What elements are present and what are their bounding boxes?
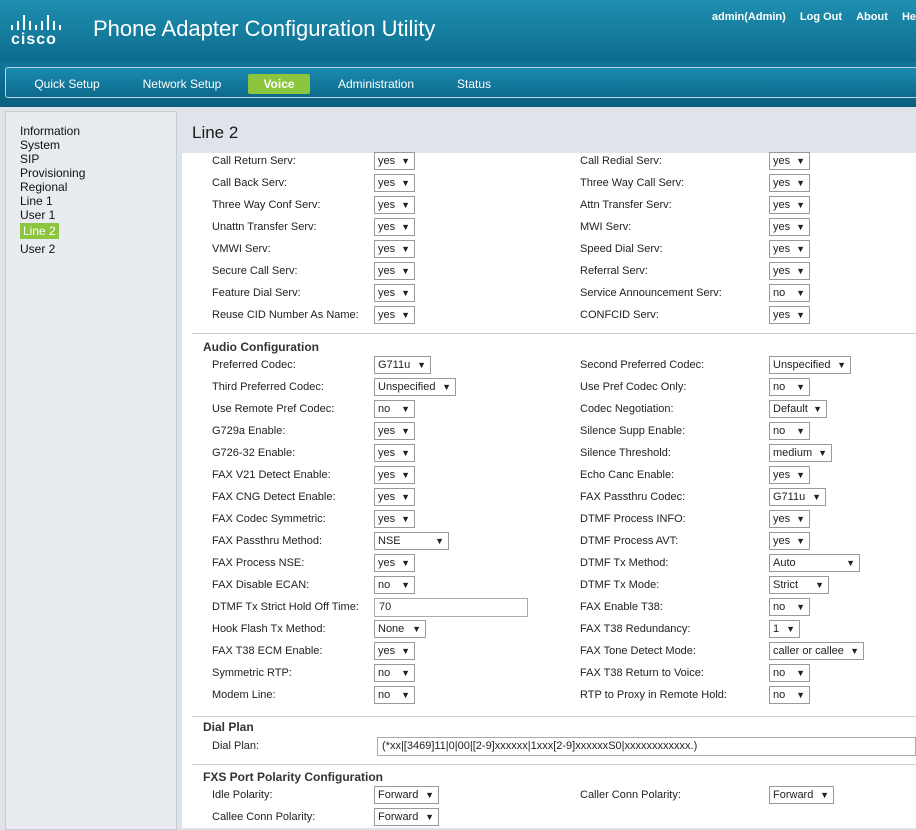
fax-t38-ecm-enable-value: yes [378,645,396,657]
cisco-bars-icon [10,14,70,30]
three-way-conf-serv-select[interactable] [374,196,415,214]
codec-negotiation-value: Default [773,403,808,415]
cisco-wordmark: cisco [11,31,57,48]
callee-conn-polarity-select[interactable] [374,808,439,826]
rtp-to-proxy-in-remote-hold-label: RTP to Proxy in Remote Hold: [580,689,727,701]
main-content [182,111,916,828]
g726-32-enable-value: yes [378,447,396,459]
reuse-cid-number-as-name-label: Reuse CID Number As Name: [212,309,359,321]
confcid-serv-value: yes [773,309,791,321]
service-announcement-serv-select[interactable] [769,284,810,302]
secure-call-serv-select[interactable] [374,262,415,280]
chevron-down-icon: ▼ [425,790,434,800]
three-way-conf-serv-value: yes [378,199,396,211]
attn-transfer-serv-label: Attn Transfer Serv: [580,199,672,211]
fax-disable-ecan-select[interactable] [374,576,415,594]
chevron-down-icon: ▼ [401,404,410,414]
symmetric-rtp-value: no [378,667,391,679]
fax-enable-t38-select[interactable] [769,598,810,616]
chevron-down-icon: ▼ [796,288,805,298]
unattn-transfer-serv-value: yes [378,221,396,233]
confcid-serv-label: CONFCID Serv: [580,309,659,321]
silence-threshold-label: Silence Threshold: [580,447,671,459]
fax-t38-ecm-enable-label: FAX T38 ECM Enable: [212,645,323,657]
call-back-serv-label: Call Back Serv: [212,177,288,189]
chevron-down-icon: ▼ [796,470,805,480]
fax-codec-symmetric-label: FAX Codec Symmetric: [212,513,326,525]
third-preferred-codec-label: Third Preferred Codec: [212,381,324,393]
chevron-down-icon: ▼ [401,580,410,590]
dtmf-tx-mode-label: DTMF Tx Mode: [580,579,660,591]
chevron-down-icon: ▼ [401,222,410,232]
third-preferred-codec-select[interactable] [374,378,456,396]
sidebar-item-line-1[interactable]: Line 1 [20,194,53,208]
fax-codec-symmetric-value: yes [378,513,396,525]
idle-polarity-label: Idle Polarity: [212,789,273,801]
rtp-to-proxy-in-remote-hold-value: no [773,689,786,701]
chevron-down-icon: ▼ [401,690,410,700]
chevron-down-icon: ▼ [796,222,805,232]
fax-tone-detect-mode-label: FAX Tone Detect Mode: [580,645,696,657]
dtmf-tx-strict-hold-off-time-value: 70 [379,601,392,613]
feature-dial-serv-value: yes [378,287,396,299]
reuse-cid-number-as-name-select[interactable] [374,306,415,324]
chevron-down-icon: ▼ [846,558,855,568]
three-way-call-serv-value: yes [773,177,791,189]
use-remote-pref-codec-select[interactable] [374,400,415,418]
fax-tone-detect-mode-select[interactable] [769,642,864,660]
audio-configuration-heading: Audio Configuration [203,340,319,354]
caller-conn-polarity-value: Forward [773,789,814,801]
g729a-enable-label: G729a Enable: [212,425,286,437]
chevron-down-icon: ▼ [401,448,410,458]
chevron-down-icon: ▼ [796,310,805,320]
dtmf-process-info-select[interactable] [769,510,810,528]
silence-threshold-select[interactable] [769,444,832,462]
line-settings-form [192,153,916,828]
section-divider [192,764,916,765]
chevron-down-icon: ▼ [401,288,410,298]
use-pref-codec-only-select[interactable] [769,378,810,396]
fax-enable-t38-label: FAX Enable T38: [580,601,663,613]
referral-serv-label: Referral Serv: [580,265,648,277]
chevron-down-icon: ▼ [401,668,410,678]
feature-dial-serv-select[interactable] [374,284,415,302]
tab-quick-setup[interactable]: Quick Setup [34,77,100,91]
dtmf-process-avt-label: DTMF Process AVT: [580,535,679,547]
fax-codec-symmetric-select[interactable] [374,510,415,528]
fax-cng-detect-enable-value: yes [378,491,396,503]
chevron-down-icon: ▼ [796,536,805,546]
tab-voice[interactable]: Voice [248,74,310,94]
chevron-down-icon: ▼ [837,360,846,370]
call-back-serv-select[interactable] [374,174,415,192]
modem-line-label: Modem Line: [212,689,276,701]
chevron-down-icon: ▼ [425,812,434,822]
silence-threshold-value: medium [773,447,813,459]
chevron-down-icon: ▼ [417,360,426,370]
symmetric-rtp-select[interactable] [374,664,415,682]
fax-passthru-codec-select[interactable] [769,488,826,506]
main-tabs [5,67,916,98]
codec-negotiation-label: Codec Negotiation: [580,403,674,415]
chevron-down-icon: ▼ [401,492,410,502]
second-preferred-codec-select[interactable] [769,356,851,374]
secure-call-serv-value: yes [378,265,396,277]
preferred-codec-label: Preferred Codec: [212,359,296,371]
chevron-down-icon: ▼ [401,178,410,188]
section-divider [192,716,916,717]
chevron-down-icon: ▼ [818,448,827,458]
modem-line-select[interactable] [374,686,415,704]
dtmf-tx-mode-value: Strict [773,579,799,591]
hook-flash-tx-method-label: Hook Flash Tx Method: [212,623,326,635]
dtmf-tx-mode-select[interactable] [769,576,829,594]
nav-bar [0,62,916,107]
app-title: Phone Adapter Configuration Utility [93,16,436,41]
fax-passthru-method-value: NSE [378,535,401,547]
attn-transfer-serv-select[interactable] [769,196,810,214]
chevron-down-icon: ▼ [796,426,805,436]
chevron-down-icon: ▼ [796,244,805,254]
fax-t38-return-to-voice-select[interactable] [769,664,810,682]
fax-t38-redundancy-select[interactable] [769,620,800,638]
chevron-down-icon: ▼ [815,580,824,590]
section-divider [192,333,916,334]
dtmf-tx-strict-hold-off-time-label: DTMF Tx Strict Hold Off Time: [212,601,359,613]
chevron-down-icon: ▼ [820,790,829,800]
chevron-down-icon: ▼ [401,200,410,210]
page-title: Line 2 [192,123,239,142]
fax-cng-detect-enable-select[interactable] [374,488,415,506]
use-remote-pref-codec-value: no [378,403,391,415]
confcid-serv-select[interactable] [769,306,810,324]
fax-t38-ecm-enable-select[interactable] [374,642,415,660]
call-return-serv-label: Call Return Serv: [212,155,296,167]
dtmf-process-avt-select[interactable] [769,532,810,550]
attn-transfer-serv-value: yes [773,199,791,211]
fax-t38-return-to-voice-value: no [773,667,786,679]
help-link[interactable]: He [901,11,916,23]
secure-call-serv-label: Secure Call Serv: [212,265,298,277]
use-pref-codec-only-label: Use Pref Codec Only: [580,381,687,393]
chevron-down-icon: ▼ [796,690,805,700]
caller-conn-polarity-select[interactable] [769,786,834,804]
reuse-cid-number-as-name-value: yes [378,309,396,321]
second-preferred-codec-label: Second Preferred Codec: [580,359,705,371]
three-way-conf-serv-label: Three Way Conf Serv: [212,199,321,211]
dial-plan-input[interactable] [377,737,916,756]
silence-supp-enable-select[interactable] [769,422,810,440]
speed-dial-serv-value: yes [773,243,791,255]
chevron-down-icon: ▼ [796,178,805,188]
chevron-down-icon: ▼ [796,602,805,612]
use-pref-codec-only-value: no [773,381,786,393]
second-preferred-codec-value: Unspecified [773,359,831,371]
dtmf-process-avt-value: yes [773,535,791,547]
sidebar-item-user-2[interactable]: User 2 [20,242,56,256]
vmwi-serv-value: yes [378,243,396,255]
tab-network-setup[interactable]: Network Setup [142,77,222,91]
fax-passthru-method-label: FAX Passthru Method: [212,535,323,547]
g726-32-enable-select[interactable] [374,444,415,462]
echo-canc-enable-value: yes [773,469,791,481]
call-redial-serv-select[interactable] [769,152,810,170]
rtp-to-proxy-in-remote-hold-select[interactable] [769,686,810,704]
feature-dial-serv-label: Feature Dial Serv: [212,287,301,299]
fax-tone-detect-mode-value: caller or callee [773,645,844,657]
sidebar-item-provisioning[interactable]: Provisioning [20,166,86,180]
callee-conn-polarity-label: Callee Conn Polarity: [212,811,316,823]
referral-serv-value: yes [773,265,791,277]
vmwi-serv-label: VMWI Serv: [212,243,271,255]
idle-polarity-select[interactable] [374,786,439,804]
vmwi-serv-select[interactable] [374,240,415,258]
chevron-down-icon: ▼ [401,310,410,320]
fax-process-nse-value: yes [378,557,396,569]
dial-plan-value: (*xx|[3469]11|0|00|[2-9]xxxxxx|1xxx[2-9]xxxxxxS0|xxxxxxxxxxxx.) [382,740,698,752]
user-links [701,11,916,23]
modem-line-value: no [378,689,391,701]
fax-t38-redundancy-label: FAX T38 Redundancy: [580,623,691,635]
chevron-down-icon: ▼ [796,156,805,166]
chevron-down-icon: ▼ [401,426,410,436]
use-remote-pref-codec-label: Use Remote Pref Codec: [212,403,335,415]
call-back-serv-value: yes [378,177,396,189]
idle-polarity-value: Forward [378,789,419,801]
symmetric-rtp-label: Symmetric RTP: [212,667,292,679]
fax-t38-redundancy-value: 1 [773,623,780,635]
chevron-down-icon: ▼ [401,244,410,254]
dial-plan-heading: Dial Plan [203,720,254,734]
fax-enable-t38-value: no [773,601,786,613]
fax-v21-detect-enable-label: FAX V21 Detect Enable: [212,469,331,481]
chevron-down-icon: ▼ [796,266,805,276]
tab-administration[interactable]: Administration [337,77,415,91]
caller-conn-polarity-label: Caller Conn Polarity: [580,789,681,801]
g729a-enable-select[interactable] [374,422,415,440]
dtmf-process-info-label: DTMF Process INFO: [580,513,686,525]
sidebar-item-user-1[interactable]: User 1 [20,208,56,222]
chevron-down-icon: ▼ [401,514,410,524]
echo-canc-enable-label: Echo Canc Enable: [580,469,675,481]
unattn-transfer-serv-select[interactable] [374,218,415,236]
admin-link[interactable]: admin(Admin) [711,11,786,23]
sidebar-item-sip[interactable]: SIP [20,152,40,166]
fax-cng-detect-enable-label: FAX CNG Detect Enable: [212,491,336,503]
chevron-down-icon: ▼ [412,624,421,634]
silence-supp-enable-value: no [773,425,786,437]
chevron-down-icon: ▼ [435,536,444,546]
chevron-down-icon: ▼ [850,646,859,656]
logout-link[interactable]: Log Out [799,11,843,23]
dtmf-tx-method-select[interactable] [769,554,860,572]
speed-dial-serv-label: Speed Dial Serv: [580,243,663,255]
sidebar-item-information[interactable]: Information [20,124,81,138]
dtmf-process-info-value: yes [773,513,791,525]
chevron-down-icon: ▼ [796,514,805,524]
g726-32-enable-label: G726-32 Enable: [212,447,296,459]
chevron-down-icon: ▼ [786,624,795,634]
mwi-serv-value: yes [773,221,791,233]
tab-status[interactable]: Status [456,77,492,91]
callee-conn-polarity-value: Forward [378,811,419,823]
three-way-call-serv-select[interactable] [769,174,810,192]
chevron-down-icon: ▼ [401,470,410,480]
dtmf-tx-method-label: DTMF Tx Method: [580,557,669,569]
chevron-down-icon: ▼ [813,404,822,414]
fxs-polarity-heading: FXS Port Polarity Configuration [203,770,384,784]
three-way-call-serv-label: Three Way Call Serv: [580,177,685,189]
cisco-logo[interactable] [10,14,70,50]
fax-t38-return-to-voice-label: FAX T38 Return to Voice: [580,667,704,679]
mwi-serv-select[interactable] [769,218,810,236]
referral-serv-select[interactable] [769,262,810,280]
hook-flash-tx-method-value: None [378,623,405,635]
preferred-codec-select[interactable] [374,356,431,374]
fax-process-nse-label: FAX Process NSE: [212,557,305,569]
third-preferred-codec-value: Unspecified [378,381,436,393]
chevron-down-icon: ▼ [401,558,410,568]
fax-process-nse-select[interactable] [374,554,415,572]
codec-negotiation-select[interactable] [769,400,827,418]
chevron-down-icon: ▼ [796,668,805,678]
dtmf-tx-strict-hold-off-time-input[interactable] [374,598,528,617]
chevron-down-icon: ▼ [796,200,805,210]
fax-passthru-codec-value: G711u [773,491,806,503]
echo-canc-enable-select[interactable] [769,466,810,484]
fax-passthru-codec-label: FAX Passthru Codec: [580,491,686,503]
call-return-serv-select[interactable] [374,152,415,170]
chevron-down-icon: ▼ [401,266,410,276]
mwi-serv-label: MWI Serv: [580,221,632,233]
about-link[interactable]: About [856,11,888,23]
sidebar-item-line-2[interactable]: Line 2 [20,223,59,239]
unattn-transfer-serv-label: Unattn Transfer Serv: [212,221,317,233]
call-redial-serv-label: Call Redial Serv: [580,155,662,167]
chevron-down-icon: ▼ [401,156,410,166]
sidebar-item-system[interactable]: System [20,138,61,152]
dial-plan-label: Dial Plan: [212,740,260,752]
sidebar [5,111,177,830]
fax-disable-ecan-label: FAX Disable ECAN: [212,579,310,591]
chevron-down-icon: ▼ [796,382,805,392]
service-announcement-serv-label: Service Announcement Serv: [580,287,722,299]
call-return-serv-value: yes [378,155,396,167]
silence-supp-enable-label: Silence Supp Enable: [580,425,686,437]
fax-v21-detect-enable-value: yes [378,469,396,481]
g729a-enable-value: yes [378,425,396,437]
page-title-bar [182,111,916,153]
header [0,0,916,62]
fax-passthru-method-select[interactable] [374,532,449,550]
sidebar-item-regional[interactable]: Regional [20,180,68,194]
call-redial-serv-value: yes [773,155,791,167]
service-announcement-serv-value: no [773,287,786,299]
hook-flash-tx-method-select[interactable] [374,620,426,638]
preferred-codec-value: G711u [378,359,411,371]
chevron-down-icon: ▼ [401,646,410,656]
dtmf-tx-method-value: Auto [773,557,796,569]
chevron-down-icon: ▼ [812,492,821,502]
chevron-down-icon: ▼ [442,382,451,392]
fax-disable-ecan-value: no [378,579,391,591]
fax-v21-detect-enable-select[interactable] [374,466,415,484]
speed-dial-serv-select[interactable] [769,240,810,258]
